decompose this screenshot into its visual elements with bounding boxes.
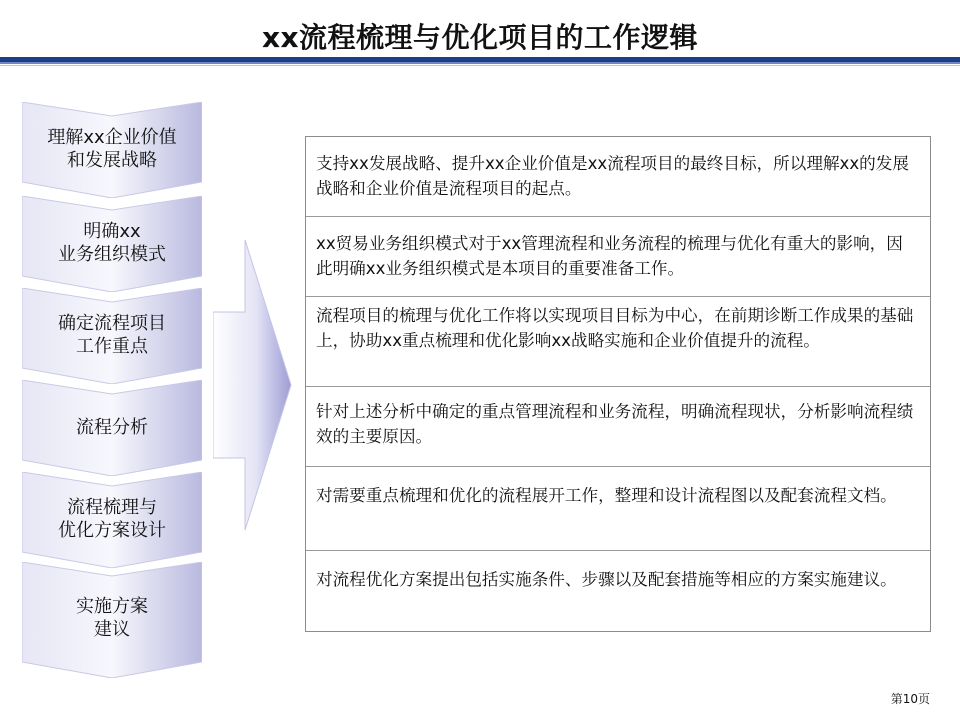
page-number: 第10页 — [890, 692, 930, 706]
description-text: xx贸易业务组织模式对于xx管理流程和业务流程的梳理与优化有重大的影响，因此明确xx业务组织模式是本项目的重要准备工作。 — [316, 234, 903, 278]
step-label: 实施方案 建议 — [76, 596, 148, 640]
description-row — [306, 137, 930, 217]
step-label: 确定流程项目 工作重点 — [58, 313, 166, 357]
description-row — [306, 297, 930, 387]
description-row — [306, 217, 930, 297]
right-arrow-icon — [213, 240, 293, 530]
description-text: 对流程优化方案提出包括实施条件、步骤以及配套措施等相应的方案实施建议。 — [316, 570, 897, 589]
step-chevron-list — [22, 0, 202, 720]
description-text: 流程项目的梳理与优化工作将以实现项目目标为中心，在前期诊断工作成果的基础上，协助xx重点梳理和优化影响xx战略实施和企业价值提升的流程。 — [316, 306, 914, 350]
page-title: xx流程梳理与优化项目的工作逻辑 — [261, 21, 699, 54]
description-table — [305, 136, 931, 632]
description-row — [306, 467, 930, 551]
step-label: 流程梳理与 优化方案设计 — [58, 497, 166, 541]
description-text: 针对上述分析中确定的重点管理流程和业务流程，明确流程现状，分析影响流程绩效的主要原因。 — [316, 402, 914, 446]
step-label: 理解xx企业价值 和发展战略 — [47, 127, 177, 171]
step-label: 流程分析 — [76, 416, 148, 438]
description-text: 对需要重点梳理和优化的流程展开工作，整理和设计流程图以及配套流程文档。 — [316, 486, 897, 505]
description-row — [306, 387, 930, 467]
description-text: 支持xx发展战略、提升xx企业价值是xx流程项目的最终目标，所以理解xx的发展战略和企业价值是流程项目的起点。 — [316, 154, 909, 198]
description-row — [306, 551, 930, 631]
step-label: 明确xx 业务组织模式 — [58, 221, 166, 265]
